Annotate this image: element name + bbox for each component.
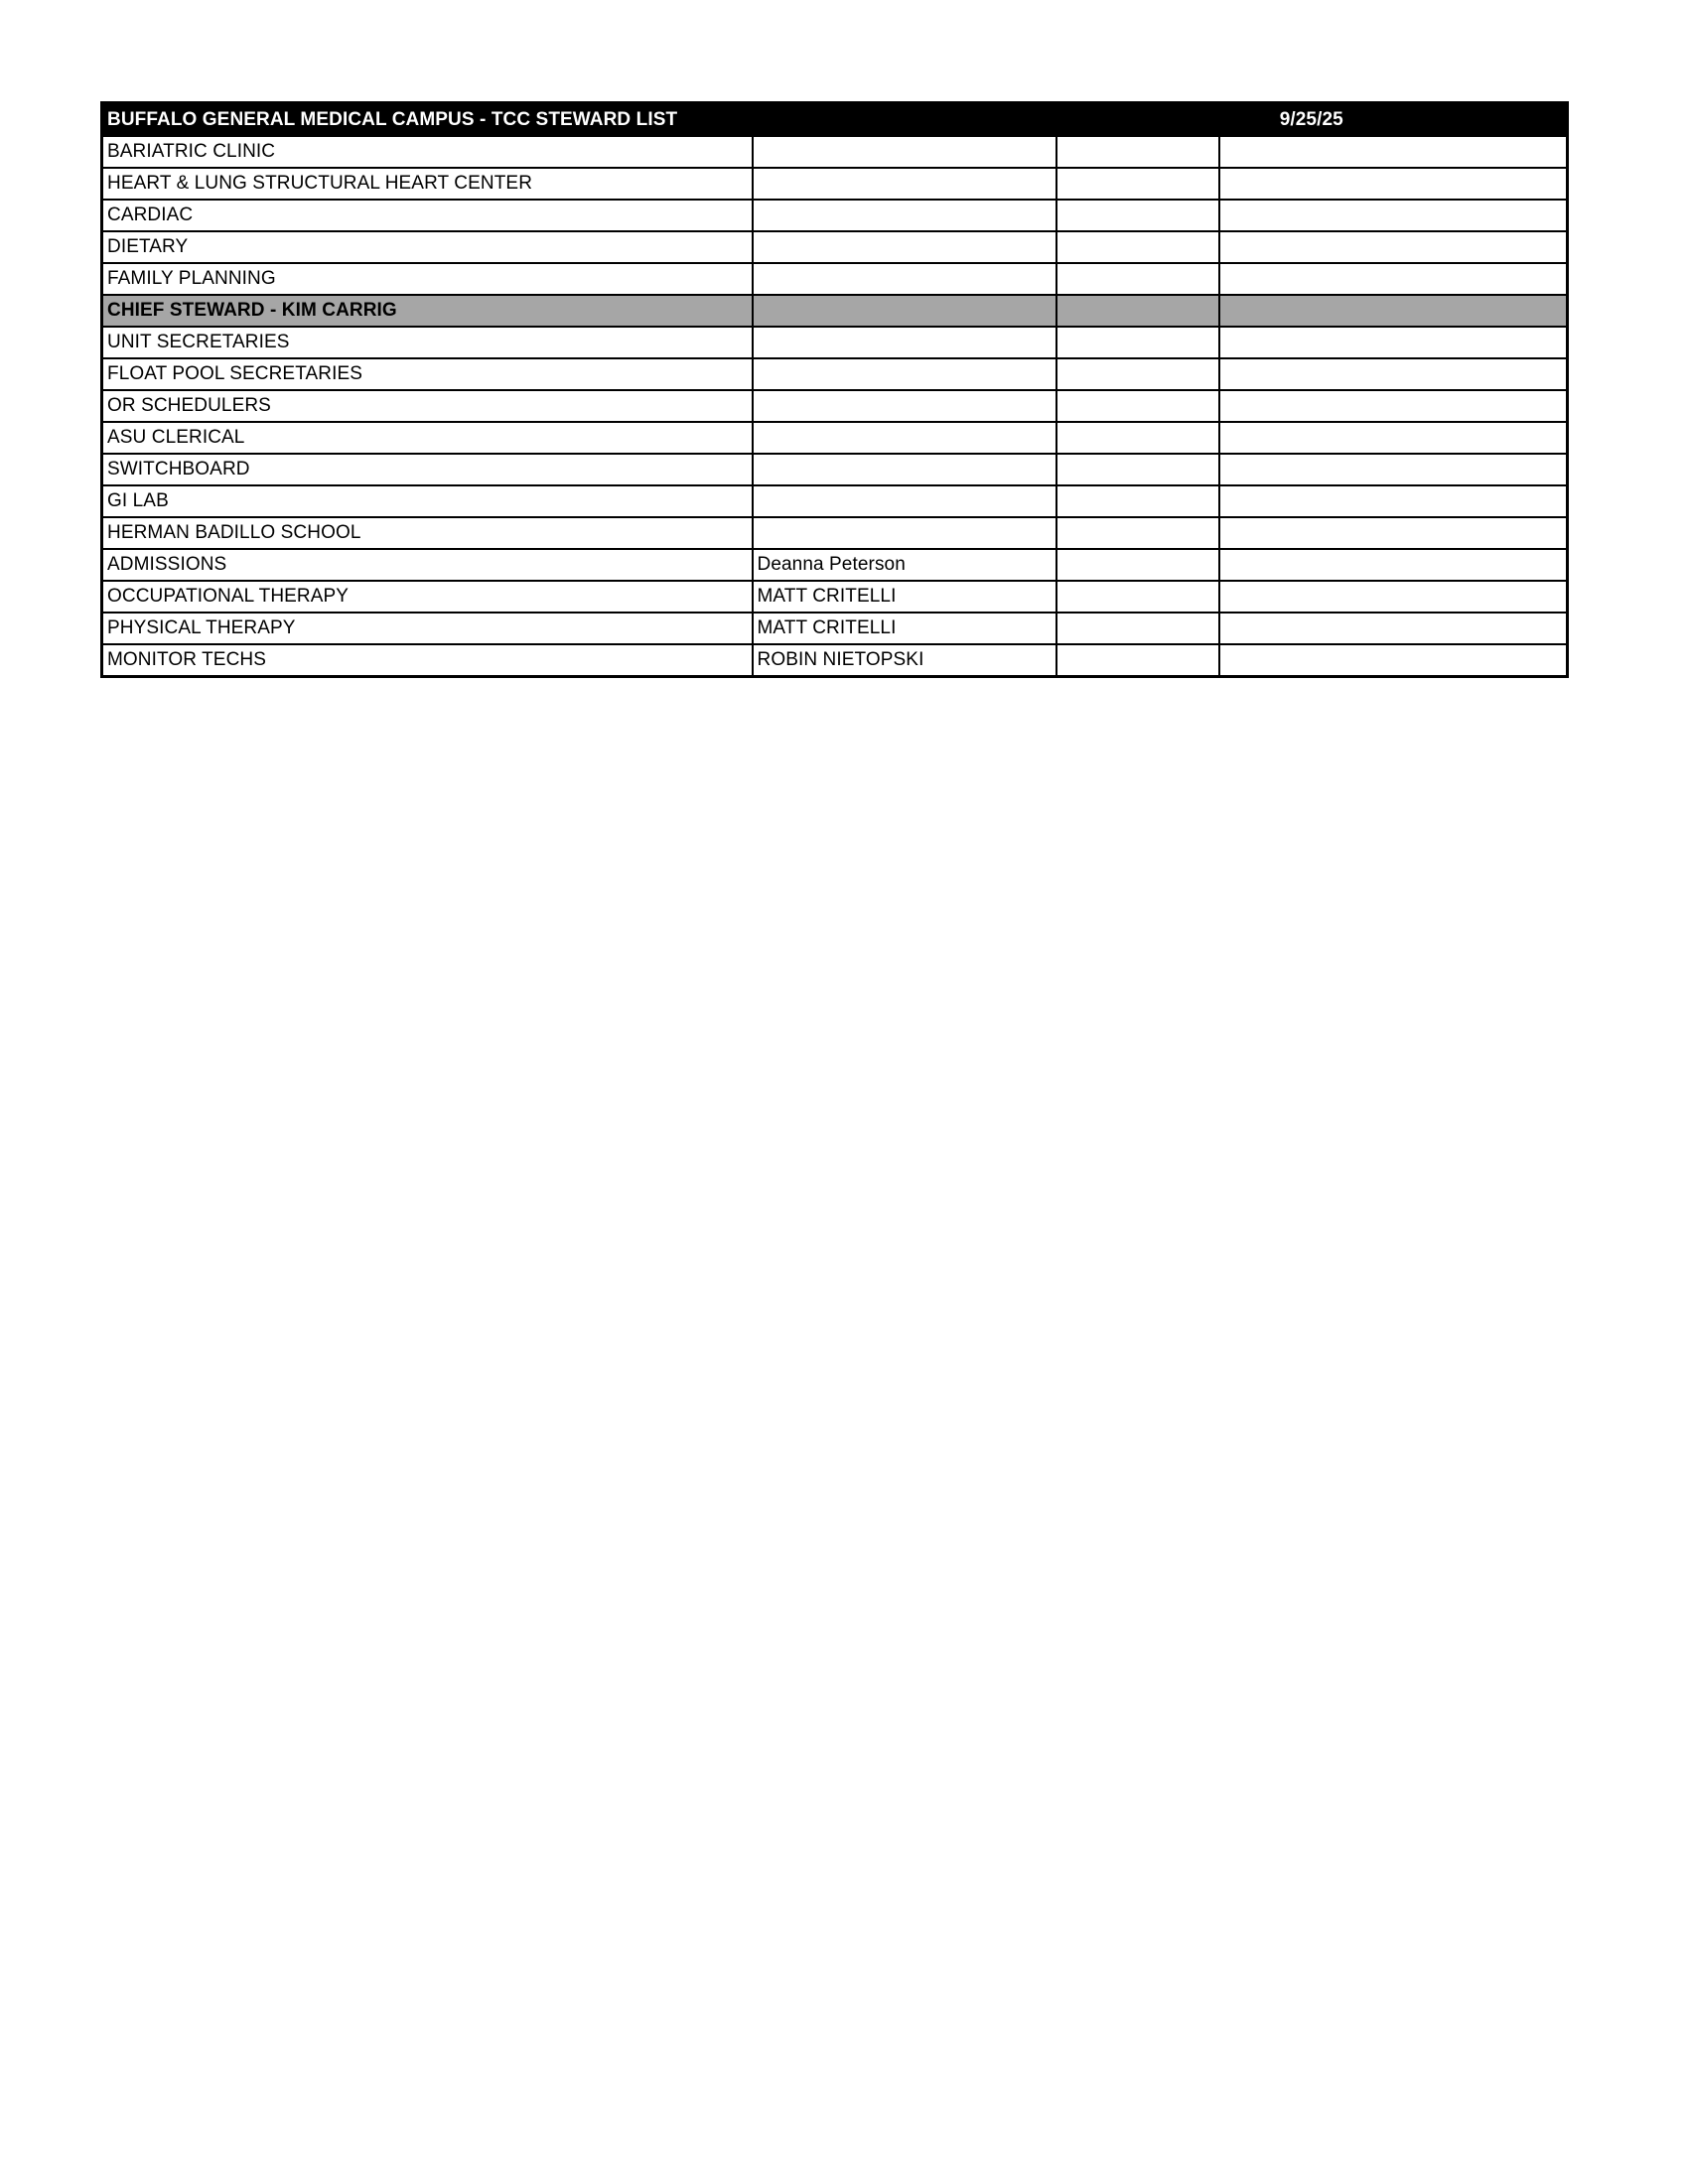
steward-cell: ROBIN NIETOPSKI [753,644,1056,677]
empty-cell [1219,422,1568,454]
empty-cell [1219,644,1568,677]
steward-cell [753,200,1056,231]
steward-cell: MATT CRITELLI [753,581,1056,613]
table-row [102,358,1568,390]
department-cell: HEART & LUNG STRUCTURAL HEART CENTER [102,168,753,200]
table-row [102,136,1568,168]
table-row [102,644,1568,677]
empty-cell [1219,581,1568,613]
table-row [102,581,1568,613]
table-row [102,263,1568,295]
empty-cell [1219,485,1568,517]
department-cell: UNIT SECRETARIES [102,327,753,358]
department-cell: HERMAN BADILLO SCHOOL [102,517,753,549]
table-row [102,200,1568,231]
empty-cell [1056,390,1219,422]
empty-cell [1056,644,1219,677]
table-row [102,168,1568,200]
empty-cell [1219,327,1568,358]
steward-cell [753,136,1056,168]
empty-cell [1219,168,1568,200]
department-cell: GI LAB [102,485,753,517]
empty-cell [1056,613,1219,644]
steward-cell [753,327,1056,358]
empty-cell [1219,136,1568,168]
empty-cell [1219,517,1568,549]
steward-cell [753,168,1056,200]
steward-cell [753,517,1056,549]
empty-cell [1056,200,1219,231]
empty-cell [1219,295,1568,327]
steward-cell: MATT CRITELLI [753,613,1056,644]
empty-cell [1219,549,1568,581]
department-cell: OR SCHEDULERS [102,390,753,422]
steward-cell: Deanna Peterson [753,549,1056,581]
table-row [102,390,1568,422]
empty-cell [1056,485,1219,517]
empty-cell [1219,454,1568,485]
department-cell: ASU CLERICAL [102,422,753,454]
steward-cell [753,454,1056,485]
empty-cell [1056,327,1219,358]
department-cell: CARDIAC [102,200,753,231]
empty-cell [1056,517,1219,549]
steward-cell [753,390,1056,422]
steward-cell [753,422,1056,454]
steward-cell [753,231,1056,263]
table-row [102,327,1568,358]
empty-cell [1056,263,1219,295]
table-header-row [102,103,1568,137]
steward-cell [753,485,1056,517]
steward-list-table [100,101,1569,678]
empty-cell [1056,136,1219,168]
steward-list-sheet [100,101,1566,678]
chief-steward-row [102,295,1568,327]
sheet-title: BUFFALO GENERAL MEDICAL CAMPUS - TCC STEWARD LIST [102,103,1056,137]
department-cell: FAMILY PLANNING [102,263,753,295]
table-row [102,485,1568,517]
empty-cell [1219,613,1568,644]
table-row [102,454,1568,485]
department-cell: DIETARY [102,231,753,263]
department-cell: FLOAT POOL SECRETARIES [102,358,753,390]
empty-cell [1056,295,1219,327]
empty-cell [1219,390,1568,422]
department-cell: ADMISSIONS [102,549,753,581]
table-row [102,231,1568,263]
table-row [102,549,1568,581]
chief-steward-cell: CHIEF STEWARD - KIM CARRIG [102,295,753,327]
steward-cell [753,295,1056,327]
steward-cell [753,263,1056,295]
empty-cell [1056,358,1219,390]
table-row [102,517,1568,549]
steward-cell [753,358,1056,390]
empty-cell [1056,549,1219,581]
empty-cell [1219,231,1568,263]
department-cell: OCCUPATIONAL THERAPY [102,581,753,613]
table-row [102,613,1568,644]
empty-cell [1056,168,1219,200]
table-row [102,422,1568,454]
department-cell: BARIATRIC CLINIC [102,136,753,168]
empty-cell [1219,358,1568,390]
empty-cell [1056,581,1219,613]
empty-cell [1219,200,1568,231]
department-cell: SWITCHBOARD [102,454,753,485]
empty-cell [1219,263,1568,295]
empty-cell [1056,454,1219,485]
department-cell: PHYSICAL THERAPY [102,613,753,644]
department-cell: MONITOR TECHS [102,644,753,677]
empty-cell [1056,231,1219,263]
empty-cell [1056,422,1219,454]
sheet-date: 9/25/25 [1056,103,1568,137]
